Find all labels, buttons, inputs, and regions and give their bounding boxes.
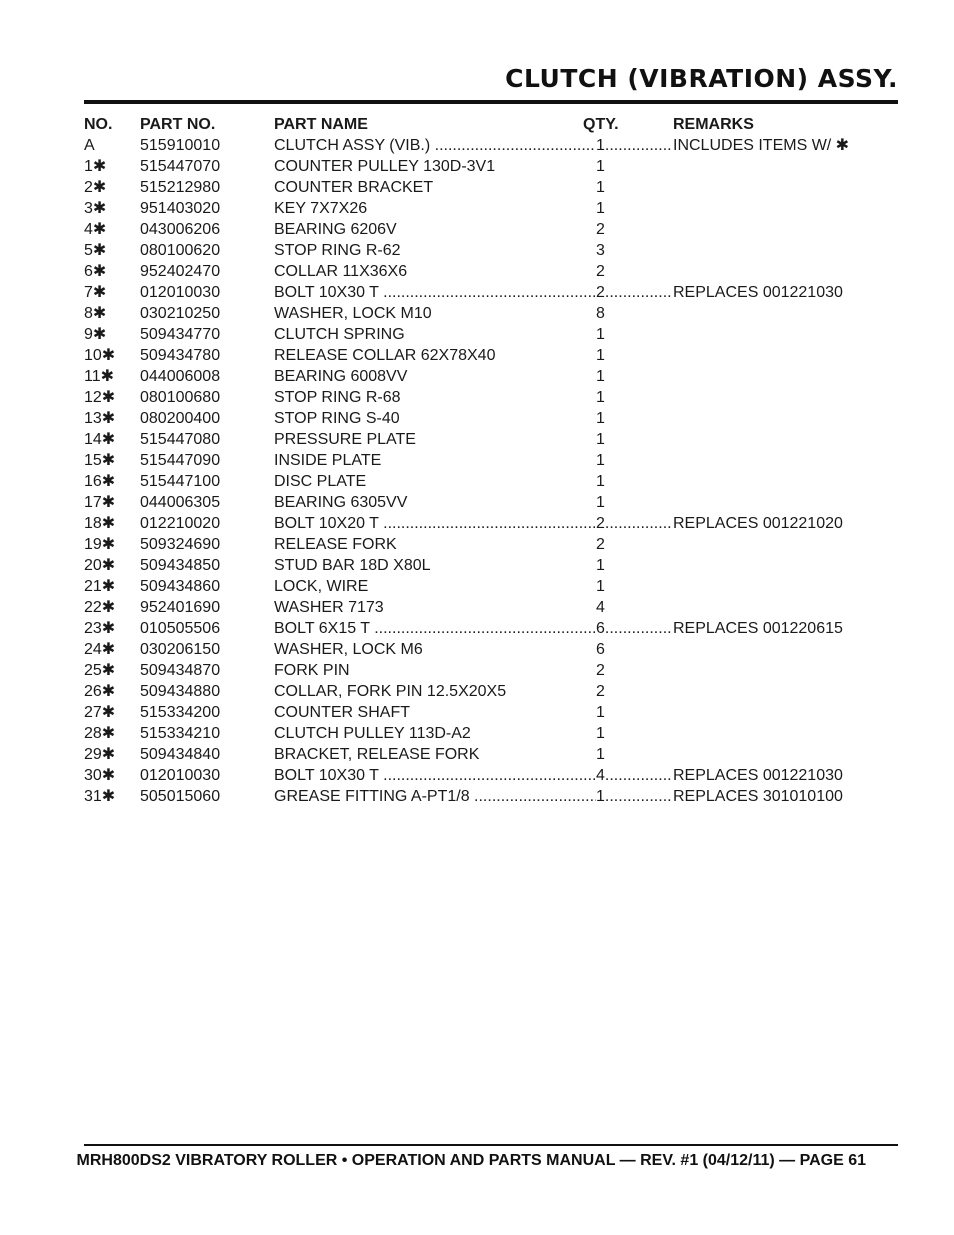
row-part-name: BRACKET, RELEASE FORK [274,746,480,763]
row-part-no: 515447090 [140,452,221,469]
table-row [84,366,884,387]
row-part-name: CLUTCH SPRING [274,326,405,343]
row-no: 16✱ [84,473,116,490]
row-no: 10✱ [84,347,116,364]
table-row [84,555,884,576]
row-no: 5✱ [84,242,107,259]
row-part-name: BOLT 10X30 T ..... [274,282,596,303]
row-qty: 2 [596,683,605,700]
table-row [84,282,884,303]
table-row [84,303,884,324]
row-no: 7✱ [84,284,107,301]
row-part-name: RELEASE COLLAR 62X78X40 [274,347,496,364]
row-qty: 3 [596,242,605,259]
row-qty: 1 [596,452,605,469]
row-part-name: INSIDE PLATE [274,452,382,469]
row-part-no: 515334200 [140,704,221,721]
row-part-name: COUNTER BRACKET [274,179,434,196]
table-row [84,387,884,408]
row-no: 17✱ [84,494,116,511]
row-no: 9✱ [84,326,107,343]
row-qty: 1 [596,347,605,364]
row-part-no: 030206150 [140,641,221,658]
row-part-name: DISC PLATE [274,473,367,490]
row-no: 25✱ [84,662,116,679]
row-no: 28✱ [84,725,116,742]
row-no: 11✱ [84,368,115,385]
row-part-name: BOLT 6X15 T ..... [274,618,596,639]
row-part-name: WASHER, LOCK M6 [274,641,423,658]
table-row [84,702,884,723]
row-qty: 1 [596,389,605,406]
row-part-no: 515334210 [140,725,221,742]
row-remarks: REPLACES 001221030 [673,284,843,301]
table-body [84,135,884,807]
row-no: 30✱ [84,767,116,784]
table-row [84,723,884,744]
row-part-no: 509434860 [140,578,221,595]
row-qty: 1 [596,410,605,427]
row-qty: 1 ..... [596,135,673,156]
row-remarks: REPLACES 001221020 [673,515,843,532]
row-part-name: CLUTCH ASSY (VIB.) ..... [274,135,596,156]
row-qty: 2 ..... [596,513,673,534]
row-part-name: BEARING 6206V [274,221,397,238]
row-no: 31✱ [84,788,116,805]
row-part-name: CLUTCH PULLEY 113D-A2 [274,725,471,742]
row-qty: 1 [596,578,605,595]
row-remarks: INCLUDES ITEMS W/ ✱ [673,137,850,154]
table-row [84,324,884,345]
row-part-no: 080200400 [140,410,221,427]
row-part-no: 044006008 [140,368,221,385]
row-remarks: REPLACES 001220615 [673,620,843,637]
row-part-name: BEARING 6305VV [274,494,408,511]
row-part-name: COUNTER PULLEY 130D-3V1 [274,158,496,175]
table-row [84,534,884,555]
row-qty: 2 [596,263,605,280]
table-row [84,513,884,534]
table-row [84,240,884,261]
table-row [84,576,884,597]
row-part-name: GREASE FITTING A-PT1/8 ..... [274,786,596,807]
row-qty: 1 [596,368,605,385]
table-row [84,597,884,618]
row-qty: 1 [596,431,605,448]
row-qty: 1 [596,725,605,742]
row-no: 3✱ [84,200,107,217]
table-row [84,471,884,492]
row-no: 14✱ [84,431,116,448]
row-no: 13✱ [84,410,116,427]
row-part-no: 952401690 [140,599,221,616]
footer-rule [84,1144,898,1146]
row-no: 20✱ [84,557,116,574]
header-part-name: PART NAME [274,116,368,133]
row-qty: 4 [596,599,605,616]
row-part-name: LOCK, WIRE [274,578,369,595]
row-part-no: 043006206 [140,221,221,238]
row-part-name: STOP RING R-62 [274,242,401,259]
table-row [84,345,884,366]
row-qty: 1 [596,158,605,175]
row-no: 15✱ [84,452,116,469]
row-part-name: FORK PIN [274,662,350,679]
row-part-name: COLLAR, FORK PIN 12.5X20X5 [274,683,507,700]
row-qty: 1 [596,200,605,217]
row-no: 21✱ [84,578,116,595]
table-row [84,135,884,156]
row-part-name: WASHER, LOCK M10 [274,305,432,322]
table-row [84,198,884,219]
row-part-name: RELEASE FORK [274,536,397,553]
table-row [84,618,884,639]
row-no: 19✱ [84,536,116,553]
row-part-name: STOP RING S-40 [274,410,400,427]
row-part-no: 515447100 [140,473,221,490]
table-row [84,681,884,702]
row-no: 18✱ [84,515,116,532]
row-part-no: 012010030 [140,284,221,301]
row-qty: 2 [596,221,605,238]
row-no: 29✱ [84,746,116,763]
row-part-no: 509434840 [140,746,221,763]
row-part-name: PRESSURE PLATE [274,431,416,448]
row-no: A [84,137,95,154]
row-qty: 6 ..... [596,618,673,639]
row-part-no: 509434880 [140,683,221,700]
row-part-no: 951403020 [140,200,221,217]
row-qty: 1 ..... [596,786,673,807]
row-part-no: 509324690 [140,536,221,553]
row-part-no: 509434780 [140,347,221,364]
row-no: 4✱ [84,221,107,238]
row-no: 23✱ [84,620,116,637]
header-remarks: REMARKS [673,116,754,133]
row-part-no: 505015060 [140,788,221,805]
row-qty: 1 [596,179,605,196]
row-qty: 4 ..... [596,765,673,786]
row-qty: 8 [596,305,605,322]
row-qty: 1 [596,473,605,490]
table-row [84,408,884,429]
row-part-name: WASHER 7173 [274,599,384,616]
row-no: 27✱ [84,704,116,721]
header-no: NO. [84,116,113,133]
table-row [84,786,884,807]
row-part-name: KEY 7X7X26 [274,200,368,217]
row-no: 12✱ [84,389,116,406]
row-no: 6✱ [84,263,107,280]
table-row [84,660,884,681]
row-qty: 2 [596,536,605,553]
row-part-no: 044006305 [140,494,221,511]
row-part-no: 010505506 [140,620,221,637]
row-no: 1✱ [84,158,107,175]
row-part-no: 515212980 [140,179,221,196]
row-part-name: COUNTER SHAFT [274,704,410,721]
row-part-name: STUD BAR 18D X80L [274,557,431,574]
row-part-no: 012210020 [140,515,221,532]
table-row [84,639,884,660]
row-qty: 1 [596,746,605,763]
table-row [84,177,884,198]
row-qty: 1 [596,494,605,511]
row-part-no: 515447070 [140,158,221,175]
row-part-no: 952402470 [140,263,221,280]
table-row [84,429,884,450]
row-part-name: BOLT 10X30 T ..... [274,765,596,786]
row-no: 8✱ [84,305,107,322]
row-part-name: BEARING 6008VV [274,368,408,385]
table-row [84,492,884,513]
table-row [84,261,884,282]
row-qty: 2 [596,662,605,679]
row-no: 26✱ [84,683,116,700]
page-title: CLUTCH (VIBRATION) ASSY. [505,64,898,93]
row-part-no: 080100680 [140,389,221,406]
row-remarks: REPLACES 301010100 [673,788,843,805]
page-footer: MRH800DS2 VIBRATORY ROLLER • OPERATION AND PARTS MANUAL — REV. #1 (04/12/11) — PAGE 61 [76,1152,866,1169]
row-qty: 1 [596,704,605,721]
row-part-no: 509434770 [140,326,221,343]
row-no: 24✱ [84,641,116,658]
row-part-name: STOP RING R-68 [274,389,401,406]
row-qty: 1 [596,326,605,343]
table-row [84,156,884,177]
table-row [84,765,884,786]
row-part-no: 515910010 [140,137,221,154]
row-no: 2✱ [84,179,107,196]
row-part-no: 080100620 [140,242,221,259]
row-no: 22✱ [84,599,116,616]
row-part-name: BOLT 10X20 T ..... [274,513,596,534]
header-qty: QTY. [583,116,619,133]
table-row [84,219,884,240]
row-part-name: COLLAR 11X36X6 [274,263,408,280]
row-part-no: 515447080 [140,431,221,448]
row-remarks: REPLACES 001221030 [673,767,843,784]
header-rule [84,100,898,104]
row-qty: 6 [596,641,605,658]
row-part-no: 509434850 [140,557,221,574]
row-qty: 2 ..... [596,282,673,303]
row-part-no: 509434870 [140,662,221,679]
table-row [84,744,884,765]
row-part-no: 030210250 [140,305,221,322]
row-part-no: 012010030 [140,767,221,784]
table-row [84,450,884,471]
row-qty: 1 [596,557,605,574]
header-part-no: PART NO. [140,116,216,133]
parts-table [84,114,884,807]
table-header-row [84,114,884,135]
